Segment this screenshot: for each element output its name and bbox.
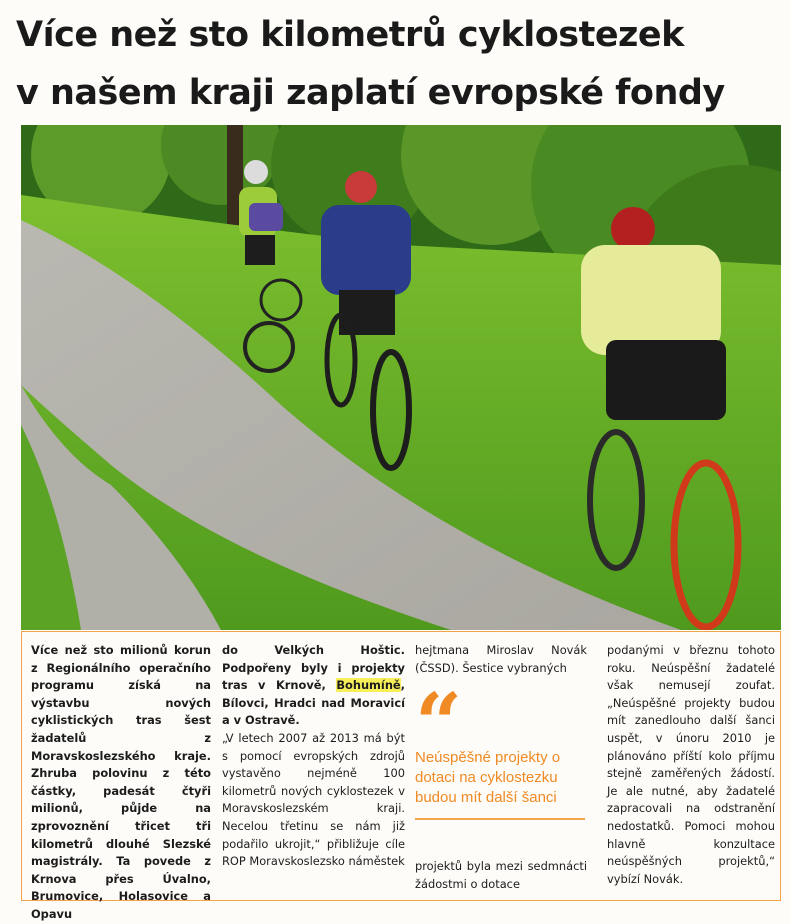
article-lead-continued: do Velkých Hoštic. Podpořeny byly i projekty tras v Krnově, <box>222 643 405 693</box>
pull-quote-rule <box>415 818 585 820</box>
article-box <box>21 631 781 921</box>
article-column-2 <box>222 642 405 871</box>
pull-quote <box>415 676 590 820</box>
highlighted-town: Bohumíně <box>336 678 401 693</box>
cyclists-photo-illustration <box>21 125 781 630</box>
headline <box>16 6 786 122</box>
article-column-4: podanými v březnu tohoto roku. Neúspěšní žadatelé však nemusejí zoufat. „Neúspěšné projekty budou mít zanedlouho další šanci uspět, v únoru 2010 je plánováno příští kolo příjmu stejně zaměřených žádostí. Je ale nutné, aby žadatelé zapracovali na odstranění nedostatků. Pomoci mohou hlavně konzultace neúspěšných projektů,“ vybízí Novák. <box>607 643 775 886</box>
headline-line-2: v našem kraji zaplatí evropské fondy <box>16 73 725 113</box>
article-quote-paragraph: „V letech 2007 až 2013 má být s pomocí evropských zdrojů vystavěno nejméně 100 kilometrů nových cyklostezek v Moravskoslezském kraji. Necelou třetinu se nám již podařilo ukrojit,“ přibližuje cíle ROP Moravskoslezsko náměstek <box>222 730 405 869</box>
article-lead-end: , Bílovci, Hradci nad Moravicí a v Ostravě. <box>222 678 405 728</box>
article-column-3-bottom: projektů byla mezi sedmnácti žádostmi o dotace <box>415 859 587 891</box>
article-photo <box>21 125 781 630</box>
quote-mark-icon: “ <box>415 676 457 772</box>
article-lead: Více než sto milionů korun z Regionálního operačního programu získá na výstavbu nových cyklistických tras šest žadatelů z Moravskoslezského kraje. Zhruba polovinu z této částky, padesát čtyři milionů, půjde na zprovoznění třicet tři kilometrů dlouhé Slezské magistrály. Ta povede z Krnova přes Úvalno, Brumovice, Holasovice a Opavu <box>31 643 211 921</box>
pull-quote-text: Neúspěšné projekty o dotaci na cyklostezku budou mít další šanci <box>415 749 561 806</box>
article-column-3-top: hejtmana Miroslav Novák (ČSSD). Šestice vybraných <box>415 643 587 675</box>
headline-line-1: Více než sto kilometrů cyklostezek <box>16 15 684 55</box>
